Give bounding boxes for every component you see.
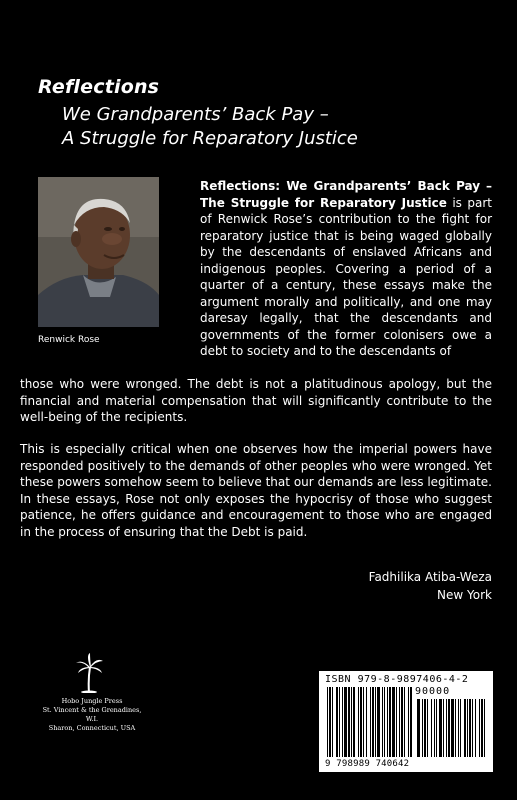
photo-caption: Renwick Rose: [38, 335, 100, 345]
publisher-location-1: St. Vincent & the Grenadines, W.I.: [42, 706, 142, 723]
description-paragraph-1-top: [200, 178, 492, 360]
paragraph-1-text: is part of Renwick Rose’s contribution to the fight for reparatory justice that is being waged globally by the descendants of enslaved Africans and indigenous peoples. Covering a period of a quarter of a century, these essays make the argument morally and politically, and one may daresay legally, that the descendants and governments of the former colonisers owe a debt to society and to the descendants of: [200, 195, 492, 358]
description-paragraph-2: This is especially critical when one observes how the imperial powers have responded positively to the demands of other peoples who were wronged. Yet these powers somehow seem to believe that our demands are less legitimate. In these essays, Rose not only exposes the hypocrisy of those who suggest patience, he offers guidance and encouragement to those who are engaged in the process of ensuring that the Debt is paid.: [20, 442, 492, 539]
book-title-inline-line1: Reflections: We Grandparents’ Back Pay: [200, 179, 481, 193]
book-title: Reflections: [38, 76, 160, 98]
author-photo: [38, 177, 159, 327]
book-title-inline-line2: – The Struggle for Reparatory Justice: [200, 179, 492, 210]
signature-place: New York: [437, 588, 492, 602]
publisher-imprint: [38, 697, 146, 733]
barcode-bars: [325, 685, 487, 759]
price-code: 90000: [415, 686, 451, 697]
signature-name: Fadhilika Atiba-Weza: [368, 570, 492, 584]
barcode-digits: 9 798989 740642: [325, 759, 410, 769]
book-subtitle-line2: A Struggle for Reparatory Justice: [62, 128, 358, 149]
palm-tree-icon: [74, 653, 104, 693]
publisher-name: Hobo Jungle Press: [61, 697, 123, 705]
publisher-location-2: Sharon, Connecticut, USA: [48, 724, 136, 732]
description-paragraph-1-bottom: those who were wronged. The debt is not a platitudinous apology, but the financial and material compensation that will significantly contribute to the well-being of the recipients.: [20, 377, 492, 424]
isbn-barcode: [319, 671, 493, 772]
book-subtitle-line1: We Grandparents’ Back Pay –: [62, 104, 329, 125]
isbn-number: ISBN 979-8-9897406-4-2: [325, 674, 469, 685]
